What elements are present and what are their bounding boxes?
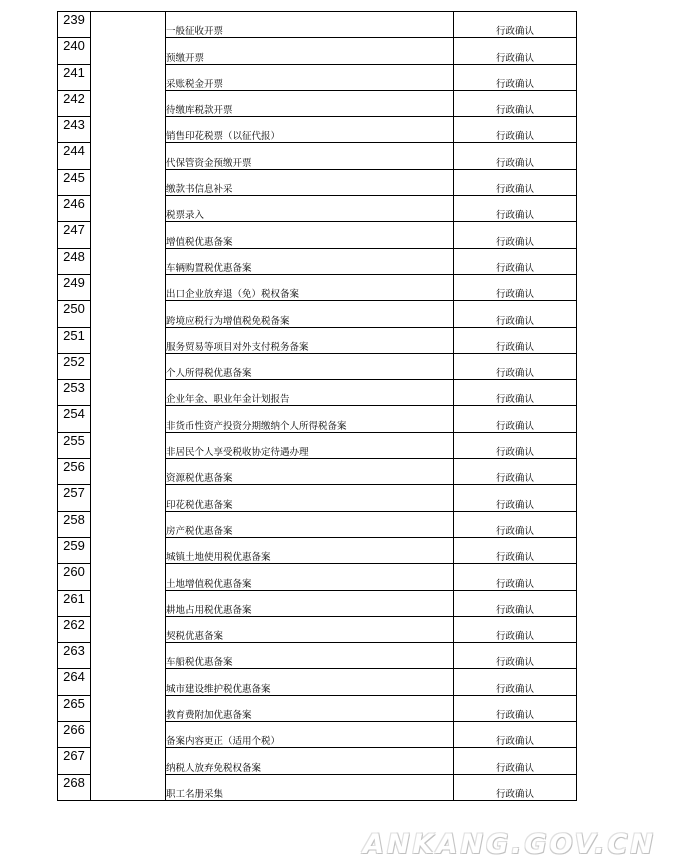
item-type: 行政确认 [454,301,577,327]
item-type: 行政确认 [454,274,577,300]
item-name: 土地增值税优惠备案 [166,564,454,590]
item-type: 行政确认 [454,380,577,406]
item-type: 行政确认 [454,406,577,432]
item-type: 行政确认 [454,117,577,143]
item-type: 行政确认 [454,511,577,537]
row-number: 265 [58,695,91,721]
item-name: 服务贸易等项目对外支付税务备案 [166,327,454,353]
row-number: 241 [58,64,91,90]
row-number: 245 [58,169,91,195]
item-type: 行政确认 [454,327,577,353]
item-type: 行政确认 [454,590,577,616]
row-number: 255 [58,432,91,458]
row-number: 250 [58,301,91,327]
item-type: 行政确认 [454,564,577,590]
row-number: 243 [58,117,91,143]
row-number: 256 [58,459,91,485]
row-number: 264 [58,669,91,695]
row-number: 261 [58,590,91,616]
row-number: 249 [58,274,91,300]
item-name: 印花税优惠备案 [166,485,454,511]
item-name: 税票录入 [166,196,454,222]
item-name: 城市建设维护税优惠备案 [166,669,454,695]
item-type: 行政确认 [454,248,577,274]
item-name: 一般征收开票 [166,12,454,38]
item-type: 行政确认 [454,12,577,38]
item-name: 契税优惠备案 [166,616,454,642]
item-type: 行政确认 [454,38,577,64]
item-type: 行政确认 [454,196,577,222]
item-type: 行政确认 [454,432,577,458]
item-type: 行政确认 [454,616,577,642]
row-number: 240 [58,38,91,64]
row-number: 260 [58,564,91,590]
item-name: 增值税优惠备案 [166,222,454,248]
row-number: 259 [58,537,91,563]
item-table-body [58,12,577,801]
site-watermark: ANKANG.GOV.CN [363,829,656,860]
row-number: 266 [58,722,91,748]
item-name: 非货币性资产投资分期缴纳个人所得税备案 [166,406,454,432]
item-type: 行政确认 [454,748,577,774]
item-type: 行政确认 [454,537,577,563]
item-name: 缴款书信息补采 [166,169,454,195]
row-number: 253 [58,380,91,406]
item-type: 行政确认 [454,169,577,195]
item-name: 待缴库税款开票 [166,90,454,116]
item-type: 行政确认 [454,64,577,90]
item-name: 教育费附加优惠备案 [166,695,454,721]
item-name: 职工名册采集 [166,774,454,800]
item-name: 非居民个人享受税收协定待遇办理 [166,432,454,458]
item-name: 代保管资金预缴开票 [166,143,454,169]
item-name: 企业年金、职业年金计划报告 [166,380,454,406]
row-number: 257 [58,485,91,511]
row-number: 251 [58,327,91,353]
item-name: 资源税优惠备案 [166,459,454,485]
item-name: 出口企业放弃退（免）税权备案 [166,274,454,300]
row-number: 263 [58,643,91,669]
row-number: 268 [58,774,91,800]
item-type: 行政确认 [454,643,577,669]
item-name: 耕地占用税优惠备案 [166,590,454,616]
item-type: 行政确认 [454,722,577,748]
row-number: 247 [58,222,91,248]
item-type: 行政确认 [454,143,577,169]
row-number: 246 [58,196,91,222]
item-name: 车船税优惠备案 [166,643,454,669]
item-name: 备案内容更正（适用个税） [166,722,454,748]
item-table [57,11,577,801]
item-type: 行政确认 [454,90,577,116]
item-type: 行政确认 [454,669,577,695]
item-type: 行政确认 [454,222,577,248]
item-type: 行政确认 [454,695,577,721]
table-row [58,12,577,38]
item-type: 行政确认 [454,353,577,379]
item-name: 个人所得税优惠备案 [166,353,454,379]
item-name: 纳税人放弃免税权备案 [166,748,454,774]
item-name: 车辆购置税优惠备案 [166,248,454,274]
row-number: 239 [58,12,91,38]
item-name: 房产税优惠备案 [166,511,454,537]
row-number: 252 [58,353,91,379]
category-cell [91,12,166,801]
item-type: 行政确认 [454,774,577,800]
row-number: 244 [58,143,91,169]
item-name: 采账税金开票 [166,64,454,90]
row-number: 242 [58,90,91,116]
row-number: 262 [58,616,91,642]
item-name: 城镇土地使用税优惠备案 [166,537,454,563]
item-name: 跨境应税行为增值税免税备案 [166,301,454,327]
row-number: 267 [58,748,91,774]
item-name: 预缴开票 [166,38,454,64]
row-number: 258 [58,511,91,537]
item-name: 销售印花税票（以征代报） [166,117,454,143]
row-number: 254 [58,406,91,432]
row-number: 248 [58,248,91,274]
item-type: 行政确认 [454,459,577,485]
item-type: 行政确认 [454,485,577,511]
